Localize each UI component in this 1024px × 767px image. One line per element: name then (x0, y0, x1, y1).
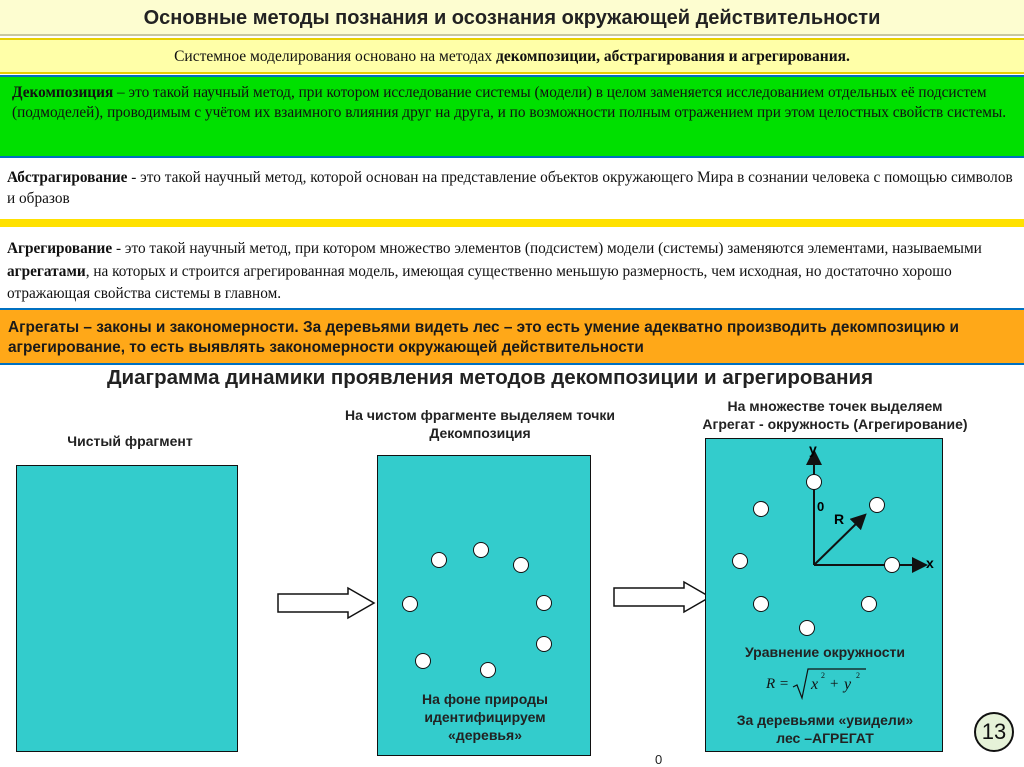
panel2-footer-line3: «деревья» (448, 727, 522, 743)
diagram-title: Диаграмма динамики проявления методов декомпозиции и агрегирования (106, 366, 874, 389)
aggregation-text-2: , на которых и строится агрегированная модель, имеющая существенно меньшую размерность, чем исходная, но достаточно хорошо отражающая свойства системы в главном. (7, 262, 952, 302)
point-dot (799, 620, 815, 636)
panel1-caption: Чистый фрагмент (67, 433, 193, 449)
equation-x: x (811, 676, 819, 693)
origin-label: 0 (817, 499, 825, 514)
axis-y-label: y (809, 441, 817, 457)
point-dot (513, 557, 529, 573)
point-dot (415, 653, 431, 669)
aggregation-text-1: - это такой научный метод, при котором множество элементов (подсистем) модели (системы) заменяются элементами, называемыми (112, 240, 982, 257)
circle-equation (766, 667, 886, 701)
panel3-footer (706, 711, 944, 747)
arrow-right-icon (276, 586, 376, 620)
aggregation-term-aggregates: агрегатами (7, 262, 86, 280)
clean-fragment-panel (16, 465, 238, 752)
abstraction-text: - это такой научный метод, которой основан на представление объектов окружающего Мира в сознании человека с помощью символов и образов (7, 169, 1013, 207)
decomposition-band (0, 75, 1024, 158)
point-dot (869, 497, 885, 513)
panel3-caption-line1: На множестве точек выделяем (727, 398, 943, 414)
panel2-footer-line2: идентифицируем (424, 709, 546, 725)
equation-x-exponent: 2 (821, 671, 825, 680)
panel2-caption-line1: На чистом фрагменте выделяем точки (345, 407, 615, 423)
decomposition-panel (377, 455, 591, 756)
axis-x-label: x (926, 555, 934, 571)
decomposition-text: – это такой научный метод, при котором исследование системы (модели) в целом заменяется исследованием отдельных её подсистем (подмоделей), проводимым с учётом их взаимного влияния друг на друга, и по возможности полным отражением при этом целостных свойств системы. (12, 84, 1007, 121)
panel3-footer-line1: За деревьями «увидели» (736, 712, 914, 728)
point-dot (806, 474, 822, 490)
equation-plus: + (830, 676, 839, 692)
point-dot (753, 501, 769, 517)
aggregation-panel (705, 438, 943, 752)
aggregation-term: Агрегирование (7, 240, 113, 257)
panel2-footer (378, 690, 592, 744)
bottom-zero-label: 0 (655, 752, 663, 767)
panel3-caption (650, 397, 1020, 433)
point-dot (402, 596, 418, 612)
point-dot (473, 542, 489, 558)
equation-lhs: R = (766, 676, 790, 692)
aggregation-band (0, 232, 1024, 308)
panel2-caption (300, 406, 660, 442)
equation-y-exponent: 2 (856, 671, 860, 680)
point-dot (480, 662, 496, 678)
panel3-footer-line2: лес –АГРЕГАТ (776, 730, 874, 746)
panel3-caption-line2: Агрегат - окружность (Агрегирование) (702, 416, 968, 432)
radius-label: R (834, 511, 845, 527)
abstraction-band (0, 160, 1024, 227)
point-dot (536, 595, 552, 611)
abstraction-term: Абстрагирование (7, 169, 128, 186)
point-dot (732, 553, 748, 569)
decomposition-term: Декомпозиция (12, 84, 114, 101)
arrow-right-icon (612, 580, 712, 614)
point-dot (753, 596, 769, 612)
intro-band (0, 38, 1024, 74)
point-dot (861, 596, 877, 612)
equation-y: y (844, 676, 852, 693)
coordinate-axes-icon (706, 439, 944, 753)
point-dot (431, 552, 447, 568)
intro-text: Системное моделирования основано на методах (174, 48, 497, 65)
equation-label: Уравнение окружности (745, 644, 905, 660)
point-dot (536, 636, 552, 652)
panel2-footer-line1: На фоне природы (422, 691, 548, 707)
slide-title: Основные методы познания и осознания окружающей действительности (0, 0, 1024, 36)
point-dot (884, 557, 900, 573)
intro-methods: декомпозиции, абстрагирования и агрегирования. (496, 48, 850, 65)
aggregates-note-band: Агрегаты – законы и закономерности. За деревьями видеть лес – это есть умение адекватно производить декомпозицию и агрегирование, то есть выявлять закономерности окружающей действительности (0, 308, 1024, 365)
page-number-badge: 13 (974, 712, 1014, 752)
panel2-caption-line2: Декомпозиция (429, 425, 531, 441)
